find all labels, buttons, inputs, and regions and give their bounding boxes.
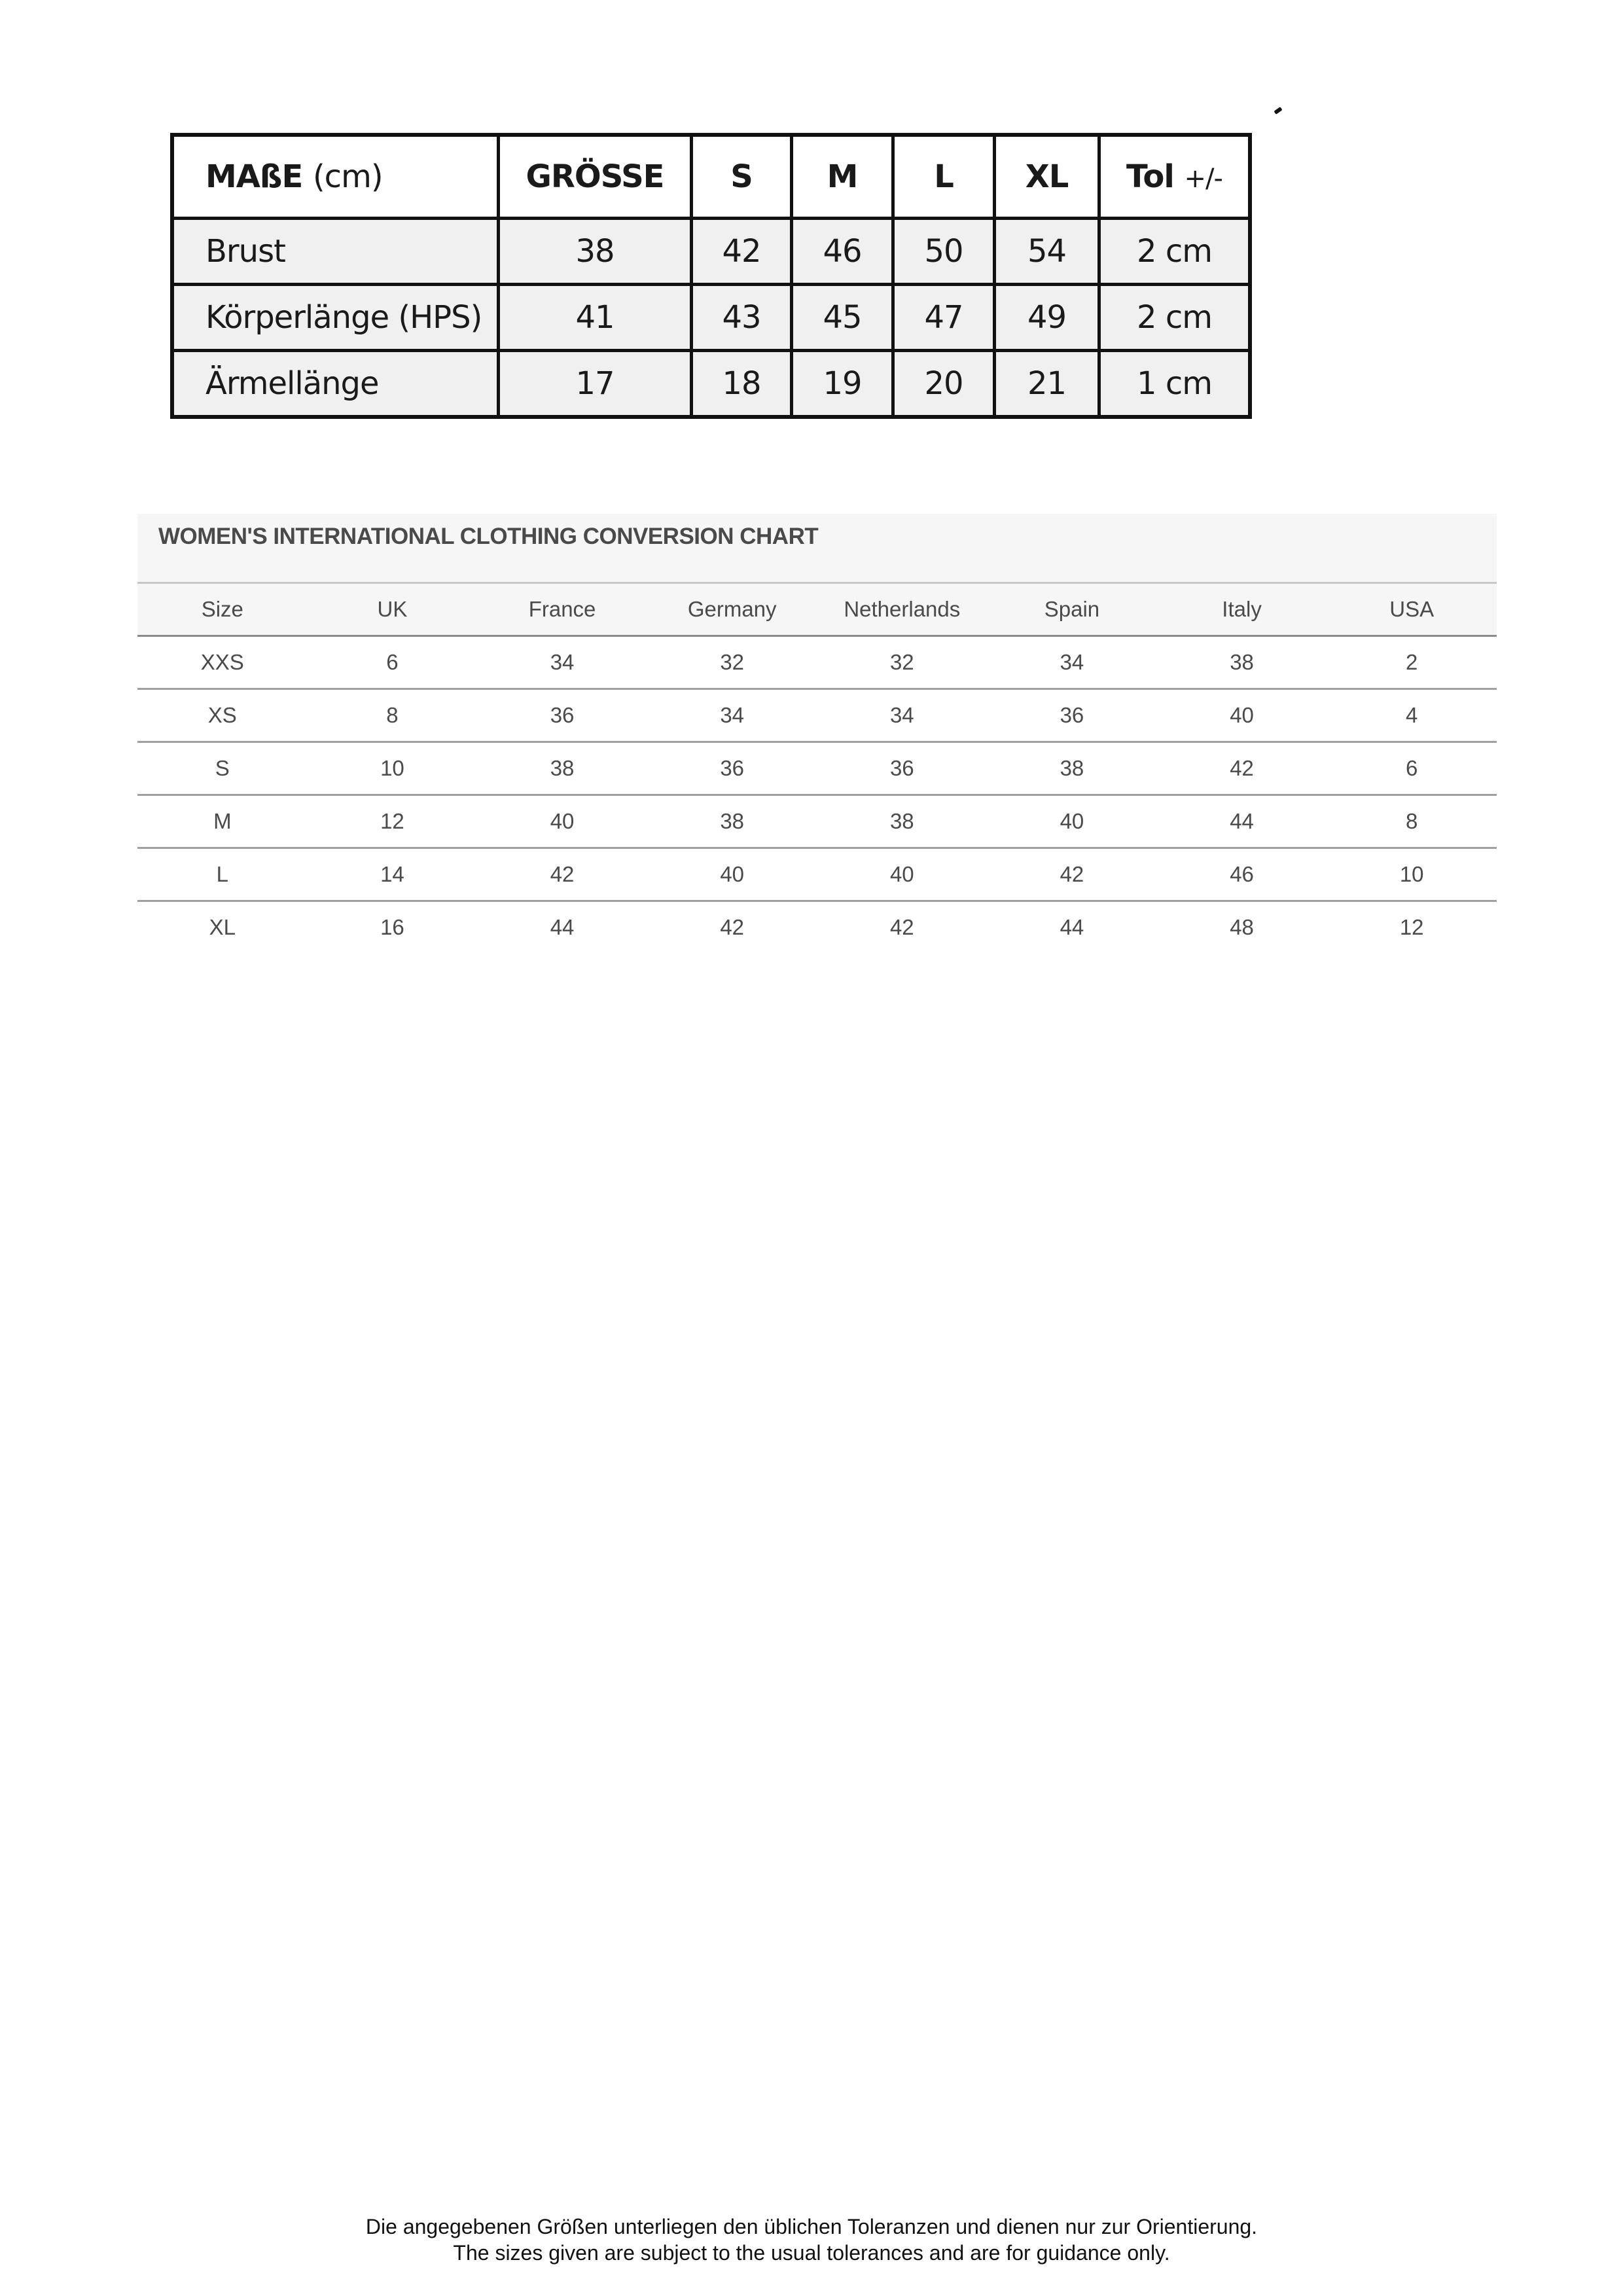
cell-s: 43 — [692, 285, 792, 351]
table-cell: 34 — [987, 636, 1157, 689]
cell-tolerance: 2 cm — [1099, 219, 1251, 285]
column-header: UK — [308, 584, 478, 636]
table-cell: 36 — [817, 742, 988, 795]
cell-s: 18 — [692, 351, 792, 418]
table-cell: 42 — [477, 848, 647, 901]
measurement-table — [170, 133, 1252, 419]
table-cell: 38 — [1157, 636, 1327, 689]
header-measure-unit: (cm) — [312, 158, 383, 195]
footer-line-en: The sizes given are subject to the usual tolerances and are for guidance only. — [453, 2241, 1170, 2265]
cell-size: 38 — [499, 219, 692, 285]
table-cell: 34 — [647, 689, 817, 742]
row-label: Ärmellänge — [172, 351, 499, 418]
header-measure — [172, 135, 499, 219]
header-tolerance-sign: +/- — [1184, 164, 1222, 194]
table-cell: 16 — [380, 915, 404, 939]
table-cell: 46 — [1157, 848, 1327, 901]
cell-m: 45 — [792, 285, 893, 351]
table-cell: 14 — [308, 848, 478, 901]
measurement-row — [172, 351, 1250, 418]
table-cell: 34 — [817, 689, 988, 742]
header-m: M — [792, 135, 893, 219]
cell-m: 46 — [792, 219, 893, 285]
table-cell: 6 — [1327, 742, 1497, 795]
cell-s: 42 — [692, 219, 792, 285]
table-cell: M — [137, 795, 308, 848]
table-cell: 38 — [817, 795, 988, 848]
conversion-table — [137, 584, 1497, 953]
header-tolerance — [1099, 135, 1251, 219]
table-cell: 32 — [817, 636, 988, 689]
cell-l: 50 — [893, 219, 995, 285]
header-s: S — [692, 135, 792, 219]
table-cell: 38 — [477, 742, 647, 795]
table-cell: 48 — [1230, 915, 1254, 939]
table-cell: 40 — [817, 848, 988, 901]
column-header: France — [477, 584, 647, 636]
table-cell: 2 — [1327, 636, 1497, 689]
table-cell: 44 — [1060, 915, 1084, 939]
stray-tick-mark — [1274, 107, 1282, 115]
table-cell: XL — [209, 915, 236, 939]
table-cell: XS — [137, 689, 308, 742]
table-cell: 6 — [308, 636, 478, 689]
table-row — [137, 901, 1497, 954]
table-cell: 40 — [1157, 689, 1327, 742]
column-header: Size — [137, 584, 308, 636]
cell-l: 47 — [893, 285, 995, 351]
column-header: Italy — [1157, 584, 1327, 636]
table-cell: 8 — [308, 689, 478, 742]
cell-xl: 54 — [995, 219, 1099, 285]
table-cell: 38 — [647, 795, 817, 848]
table-row — [137, 742, 1497, 795]
measurement-row — [172, 285, 1250, 351]
footer-note — [0, 2214, 1623, 2266]
table-cell: 34 — [477, 636, 647, 689]
cell-l: 20 — [893, 351, 995, 418]
table-cell: 42 — [987, 848, 1157, 901]
conversion-chart — [137, 514, 1497, 953]
cell-size: 41 — [499, 285, 692, 351]
header-l: L — [893, 135, 995, 219]
conversion-header-row — [137, 584, 1497, 636]
measurement-header-row — [172, 135, 1250, 219]
table-cell: 42 — [720, 915, 745, 939]
table-cell: 12 — [308, 795, 478, 848]
table-cell: 36 — [477, 689, 647, 742]
table-cell: 36 — [987, 689, 1157, 742]
table-cell: 10 — [308, 742, 478, 795]
footer-line-de: Die angegebenen Größen unterliegen den üblichen Toleranzen und dienen nur zur Orientierung. — [365, 2215, 1258, 2238]
table-cell: 44 — [550, 915, 575, 939]
cell-size: 17 — [499, 351, 692, 418]
table-row — [137, 795, 1497, 848]
table-cell: 40 — [987, 795, 1157, 848]
table-cell: 44 — [1157, 795, 1327, 848]
cell-xl: 49 — [995, 285, 1099, 351]
table-cell: S — [137, 742, 308, 795]
table-cell: 10 — [1327, 848, 1497, 901]
column-header: Spain — [987, 584, 1157, 636]
header-xl: XL — [995, 135, 1099, 219]
column-header: USA — [1327, 584, 1497, 636]
cell-xl: 21 — [995, 351, 1099, 418]
header-size: GRÖSSE — [499, 135, 692, 219]
table-row — [137, 848, 1497, 901]
header-measure-label: MAßE — [205, 158, 303, 195]
row-label: Körperlänge (HPS) — [172, 285, 499, 351]
table-cell: L — [137, 848, 308, 901]
cell-tolerance: 2 cm — [1099, 285, 1251, 351]
header-tolerance-label: Tol — [1126, 158, 1174, 195]
table-row — [137, 636, 1497, 689]
table-row — [137, 689, 1497, 742]
table-cell: 40 — [647, 848, 817, 901]
table-cell: 36 — [647, 742, 817, 795]
table-cell: 42 — [889, 915, 914, 939]
cell-m: 19 — [792, 351, 893, 418]
cell-tolerance: 1 cm — [1099, 351, 1251, 418]
table-cell: 4 — [1327, 689, 1497, 742]
column-header: Germany — [647, 584, 817, 636]
table-cell: XXS — [137, 636, 308, 689]
column-header: Netherlands — [817, 584, 988, 636]
conversion-chart-title: WOMEN'S INTERNATIONAL CLOTHING CONVERSION CHART — [137, 514, 1497, 584]
row-label: Brust — [172, 219, 499, 285]
table-cell: 32 — [647, 636, 817, 689]
table-cell: 40 — [477, 795, 647, 848]
measurement-row — [172, 219, 1250, 285]
table-cell: 38 — [987, 742, 1157, 795]
table-cell: 42 — [1157, 742, 1327, 795]
table-cell: 12 — [1399, 915, 1424, 939]
table-cell: 8 — [1327, 795, 1497, 848]
